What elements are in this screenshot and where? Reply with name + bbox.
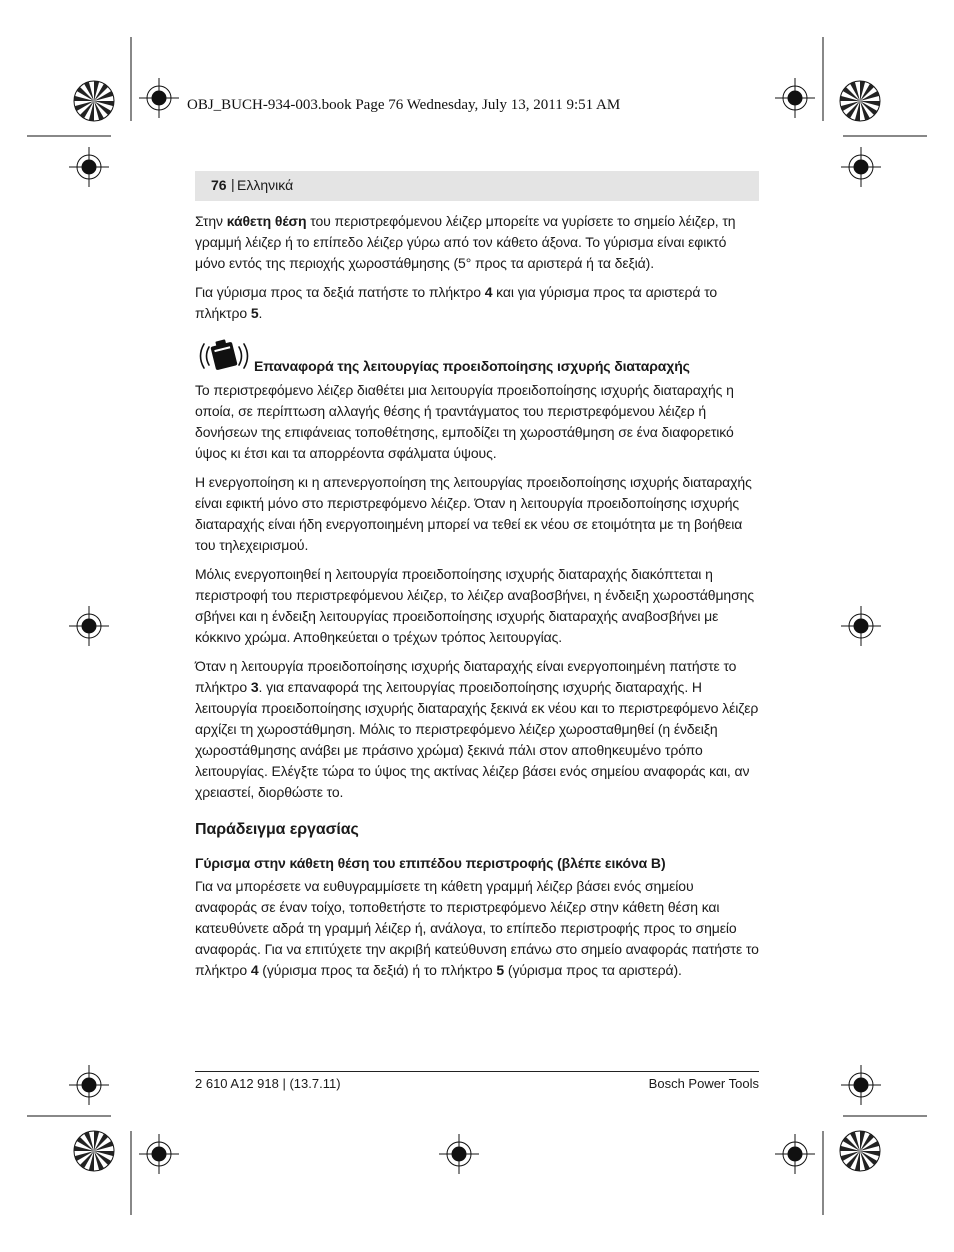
paragraph-example: Για να μπορέσετε να ευθυγραμμίσετε τη κάθετη γραμμή λέιζερ βάσει ενός σημείου αναφοράς σε έναν τοίχο, τοποθετήστε το περιστρεφόμενο λέιζερ στην κάθετη θέση και κατευθύνετε αδρά τη γραμμή λέιζερ ή, ανάλογα, το επίπεδο περιστροφής προς το σημείο αναφοράς. Για να επιτύχετε την ακριβή κατεύθυνση επάνω στο σημείο αναφοράς πατήστε το πλήκτρο 4 (γύρισμα προς τα δεξιά) ή το πλήκτρο 5 (γύρισμα προς τα αριστερά). bbox=[195, 878, 759, 978]
page-header-band bbox=[195, 171, 759, 201]
paragraph-shock-trigger: Μόλις ενεργοποιηθεί η λειτουργία προειδοποίησης ισχυρής διαταραχής διακόπτεται η περιστροφή του περιστρεφόμενου λέιζερ, το λέιζερ αναβοσβήνει, η ένδειξη χωροστάθμησης σβήνει και η ένδειξη λειτουργίας προειδοποίησης ισχυρής διαταραχής αναβοσβήνει με κόκκινο χρώμα. Αποθηκεύεται ο τρέχων τρόπος λειτουργίας. bbox=[195, 566, 754, 645]
registration-mark bbox=[69, 147, 109, 187]
registration-mark bbox=[775, 1134, 815, 1174]
star-target-mark bbox=[840, 81, 880, 121]
registration-mark bbox=[69, 606, 109, 646]
paragraph-rotation-keys: Για γύρισμα προς τα δεξιά πατήστε το πλήκτρο 4 και για γύρισμα προς τα αριστερά το πλήκτρο 5. bbox=[195, 284, 718, 321]
paragraph-rotation: Στην κάθετη θέση του περιστρεφόμενου λέιζερ μπορείτε να γυρίσετε το σημείο λέιζερ, τη γραμμή λέιζερ ή το επίπεδο λέιζερ γύρω από τον κάθετο άξονα. Το γύρισμα είναι εφικτό μόνο εντός της περιοχής χωροστάθμησης (5° προς τα αριστερά ή τα δεξιά). bbox=[195, 213, 736, 271]
page-language: Ελληνικά bbox=[237, 177, 294, 193]
footer-rule bbox=[195, 1071, 759, 1072]
registration-mark bbox=[139, 78, 179, 118]
page-number: 76 bbox=[211, 177, 227, 193]
paragraph-shock-reset: Όταν η λειτουργία προειδοποίησης ισχυρής διαταραχής είναι ενεργοποιημένη πατήστε το πλήκτρο 3. για επαναφορά της λειτουργίας προειδοποίησης ισχυρής διαταραχής. Η λειτουργία προειδοποίησης ισχυρής διαταραχής ξεκινά εκ νέου και το περιστρεφόμενο λέιζερ αρχίζει τη χωροστάθμηση. Μόλις το περιστρεφόμενο λέιζερ χωροσταθμηθεί (η ένδειξη χωροστάθμησης ανάβει με πράσινο χρώμα) ξεκινά πάλι στον αποθηκευμένο τρόπο λειτουργίας. Ελέγξτε τώρα το ύψος της ακτίνας λέιζερ βάσει ενός σημείου αναφοράς και, αν χρειαστεί, διορθώστε το. bbox=[195, 658, 759, 800]
star-target-mark bbox=[74, 1131, 114, 1171]
paragraph-shock-desc: Το περιστρεφόμενο λέιζερ διαθέτει μια λειτουργία προειδοποίησης ισχυρής διαταραχής η οποία, σε περίπτωση αλλαγής θέσης ή τραντάγματος του περιστρεφόμενου λέιζερ ή δονήσεων της επιφάνειας τοποθέτησης, εμποδίζει τη χωροστάθμηση σε ένα διαφορετικό ύψος κι έτσι και τα απορρέοντα σφάλματα ύψους. bbox=[195, 382, 734, 461]
star-target-mark bbox=[74, 81, 114, 121]
section-title: Παράδειγμα εργασίας bbox=[195, 821, 359, 838]
paragraph-shock-activation: Η ενεργοποίηση κι η απενεργοποίηση της λειτουργίας προειδοποίησης ισχυρής διαταραχής είναι εφικτή μόνο στο περιστρεφόμενο λέιζερ. Όταν η λειτουργία προειδοποίησης ισχυρής διαταραχής είναι ήδη ενεργοποιημένη μπορεί να τεθεί εκ νέου σε ετοιμότητα με τη βοήθεια του τηλεχειρισμού. bbox=[195, 474, 752, 553]
print-header: OBJ_BUCH-934-003.book Page 76 Wednesday, July 13, 2011 9:51 AM bbox=[187, 97, 621, 113]
shock-warning-title: Επαναφορά της λειτουργίας προειδοποίησης ισχυρής διαταραχής bbox=[254, 358, 690, 374]
star-target-mark bbox=[840, 1131, 880, 1171]
registration-mark bbox=[841, 1065, 881, 1105]
registration-mark bbox=[69, 1065, 109, 1105]
page-separator: | bbox=[231, 176, 235, 192]
registration-mark bbox=[139, 1134, 179, 1174]
registration-mark bbox=[775, 78, 815, 118]
subsection-title: Γύρισμα στην κάθετη θέση του επιπέδου περιστροφής (βλέπε εικόνα B) bbox=[195, 855, 666, 871]
shock-alert-icon bbox=[195, 338, 251, 374]
registration-mark bbox=[439, 1134, 479, 1174]
registration-mark bbox=[841, 606, 881, 646]
registration-mark bbox=[841, 147, 881, 187]
shock-warning-heading bbox=[195, 338, 759, 378]
main-content bbox=[195, 211, 759, 989]
footer-doc-number: 2 610 A12 918 | (13.7.11) bbox=[195, 1076, 341, 1091]
footer-brand: Bosch Power Tools bbox=[648, 1076, 759, 1091]
